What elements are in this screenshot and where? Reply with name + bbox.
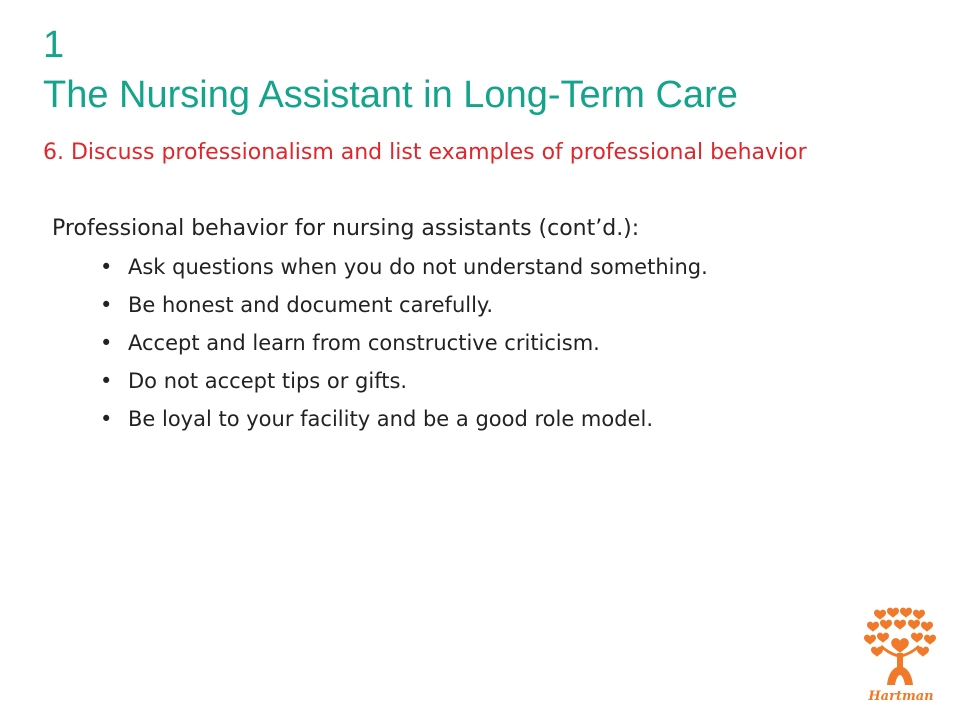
bullet-icon: • <box>100 255 113 279</box>
hartman-logo <box>860 605 942 713</box>
bullet-icon: • <box>100 407 113 431</box>
intro-text: Professional behavior for nursing assistants (cont’d.): <box>52 216 640 241</box>
bullet-text: Be loyal to your facility and be a good role model. <box>128 407 653 431</box>
bullet-text: Ask questions when you do not understand something. <box>128 255 708 279</box>
bullet-list <box>52 252 912 434</box>
bullet-icon: • <box>100 331 113 355</box>
bullet-text: Do not accept tips or gifts. <box>128 369 408 393</box>
objective-heading: 6. Discuss professionalism and list examples of professional behavior <box>43 140 807 165</box>
bullet-item <box>100 290 912 320</box>
chapter-number: 1 <box>43 24 65 66</box>
tree-hearts-icon <box>860 605 942 691</box>
bullet-icon: • <box>100 293 113 317</box>
bullet-icon: • <box>100 369 113 393</box>
bullet-text: Accept and learn from constructive criticism. <box>128 331 600 355</box>
bullet-text: Be honest and document carefully. <box>128 293 494 317</box>
chapter-title: The Nursing Assistant in Long-Term Care <box>43 74 738 116</box>
slide-content <box>52 212 912 442</box>
bullet-item <box>100 252 912 282</box>
bullet-item <box>100 328 912 358</box>
bullet-item <box>100 404 912 434</box>
bullet-item <box>100 366 912 396</box>
logo-text: Hartman <box>868 689 934 704</box>
